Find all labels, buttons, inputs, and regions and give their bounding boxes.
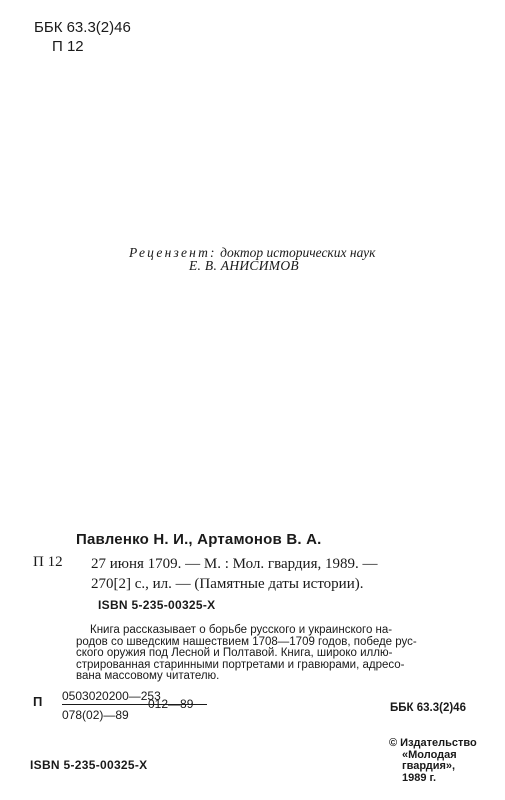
annotation-line: ского оружия под Лесной и Полтавой. Книга, широко иллю- xyxy=(76,647,393,659)
reviewer-label: Рецензент: xyxy=(129,245,217,260)
publisher-line: © Издательство xyxy=(389,737,477,749)
publisher-copyright xyxy=(389,738,477,784)
reviewer-title: доктор исторических наук xyxy=(220,245,376,260)
annotation-line: родов со шведским нашествием 1708—1709 годов, победе рус- xyxy=(76,635,417,648)
annotation-line: Книга рассказывает о борьбе русского и украинского на- xyxy=(90,624,393,636)
bbk-code: ББК 63.3(2)46 xyxy=(34,19,131,36)
card-catalog-code: П 12 xyxy=(33,554,63,570)
bib-line: 270[2] с., ил. — (Памятные даты истории). xyxy=(91,576,364,592)
annotation-line: стрированная старинными портретами и гравюрами, адресо- xyxy=(76,658,405,671)
bib-line: 27 июня 1709. — М. : Мол. гвардия, 1989. — xyxy=(91,556,378,572)
index-letter: П xyxy=(33,694,43,709)
bottom-isbn: ISBN 5-235-00325-X xyxy=(30,758,148,772)
publisher-line: гвардия», xyxy=(402,760,456,772)
index-denominator: 078(02)—89 xyxy=(62,708,129,722)
catalog-code: П 12 xyxy=(52,38,84,55)
card-isbn: ISBN 5-235-00325-X xyxy=(98,598,216,612)
reviewer-name: Е. В. АНИСИМОВ xyxy=(189,258,299,273)
publisher-line: «Молодая xyxy=(402,748,457,761)
publisher-line: 1989 г. xyxy=(402,771,437,784)
annotation-line: вана массовому читателю. xyxy=(76,670,220,682)
bbk-header xyxy=(34,18,131,56)
authors-heading: Павленко Н. И., Артамонов В. А. xyxy=(76,531,322,548)
card-bbk-code: ББК 63.3(2)46 xyxy=(390,702,466,714)
bibliographic-description xyxy=(91,554,377,594)
index-suffix: 012—89 xyxy=(148,697,194,711)
index-numerator: 0503020200—253 xyxy=(62,689,161,703)
annotation xyxy=(76,625,417,683)
